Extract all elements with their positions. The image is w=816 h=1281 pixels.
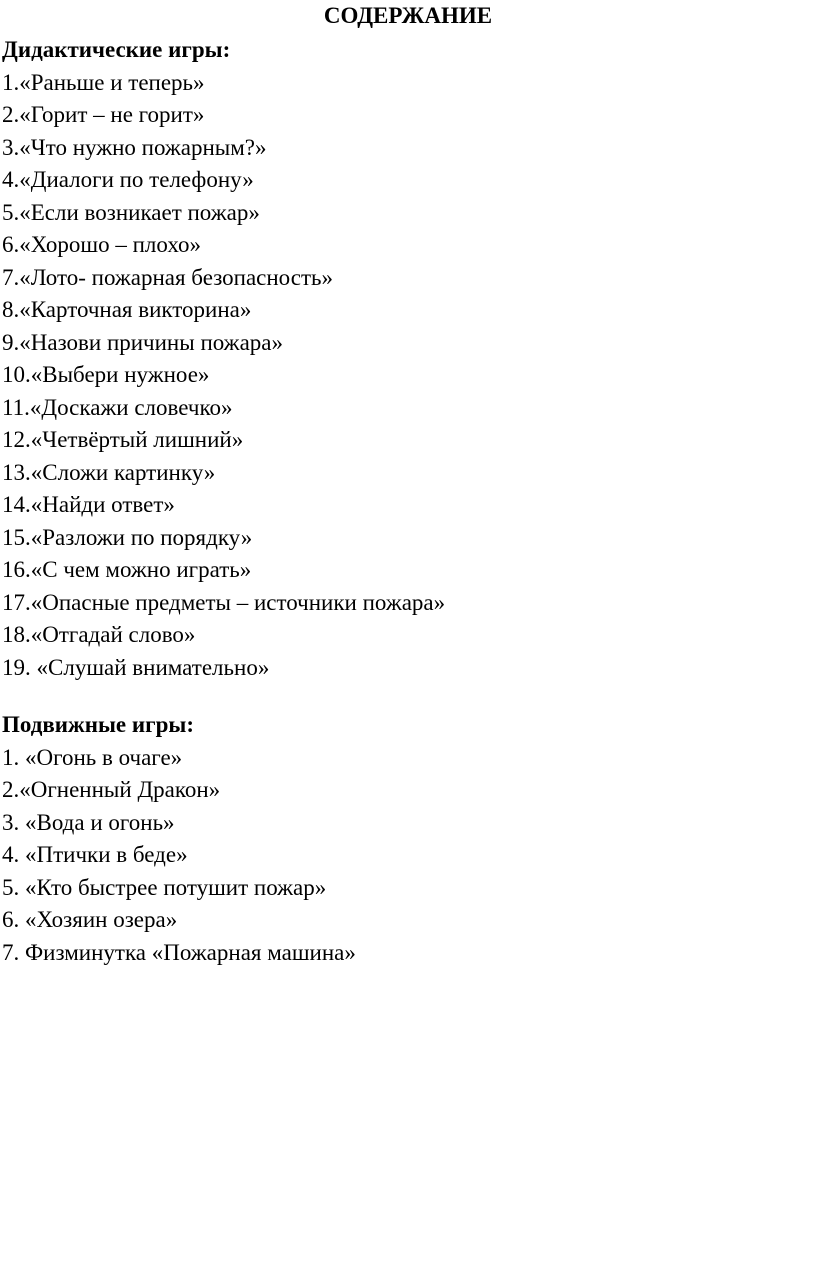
list-item: 12.«Четвёртый лишний»: [2, 427, 244, 452]
list-item: 8.«Карточная викторина»: [2, 297, 252, 322]
list-item: 5. «Кто быстрее потушит пожар»: [2, 874, 327, 900]
list-item: 1. «Огонь в очаге»: [2, 744, 183, 770]
list-item: 17.«Опасные предметы – источники пожара»: [2, 589, 446, 615]
games-list: [2, 742, 356, 970]
list-item: 4. «Птички в беде»: [2, 842, 188, 867]
list-item: 10.«Выбери нужное»: [2, 362, 210, 387]
document-title: СОДЕРЖАНИЕ: [323, 3, 493, 28]
list-item: 7.«Лото- пожарная безопасность»: [2, 264, 334, 290]
section-didactic-games: [2, 34, 445, 684]
list-item: 4.«Диалоги по телефону»: [2, 167, 254, 192]
section-heading: Дидактические игры:: [2, 37, 231, 62]
games-list: [2, 67, 445, 685]
list-item: 2.«Огненный Дракон»: [2, 777, 221, 802]
list-item: 16.«С чем можно играть»: [2, 557, 252, 582]
section-heading: Подвижные игры:: [2, 712, 194, 737]
list-item: 3.«Что нужно пожарным?»: [2, 134, 267, 160]
list-item: 18.«Отгадай слово»: [2, 622, 196, 647]
section-mobile-games: [2, 709, 356, 969]
list-item: 11.«Доскажи словечко»: [2, 394, 233, 420]
list-item: 15.«Разложи по порядку»: [2, 524, 253, 550]
list-item: 19. «Слушай внимательно»: [2, 654, 270, 680]
list-item: 6. «Хозяин озера»: [2, 907, 178, 932]
list-item: 14.«Найди ответ»: [2, 492, 175, 517]
list-item: 13.«Сложи картинку»: [2, 459, 216, 485]
list-item: 7. Физминутка «Пожарная машина»: [2, 939, 356, 965]
list-item: 2.«Горит – не горит»: [2, 102, 205, 127]
list-item: 5.«Если возникает пожар»: [2, 199, 260, 225]
list-item: 6.«Хорошо – плохо»: [2, 232, 201, 257]
list-item: 9.«Назови причины пожара»: [2, 329, 283, 355]
list-item: 1.«Раньше и теперь»: [2, 69, 205, 95]
list-item: 3. «Вода и огонь»: [2, 809, 175, 835]
